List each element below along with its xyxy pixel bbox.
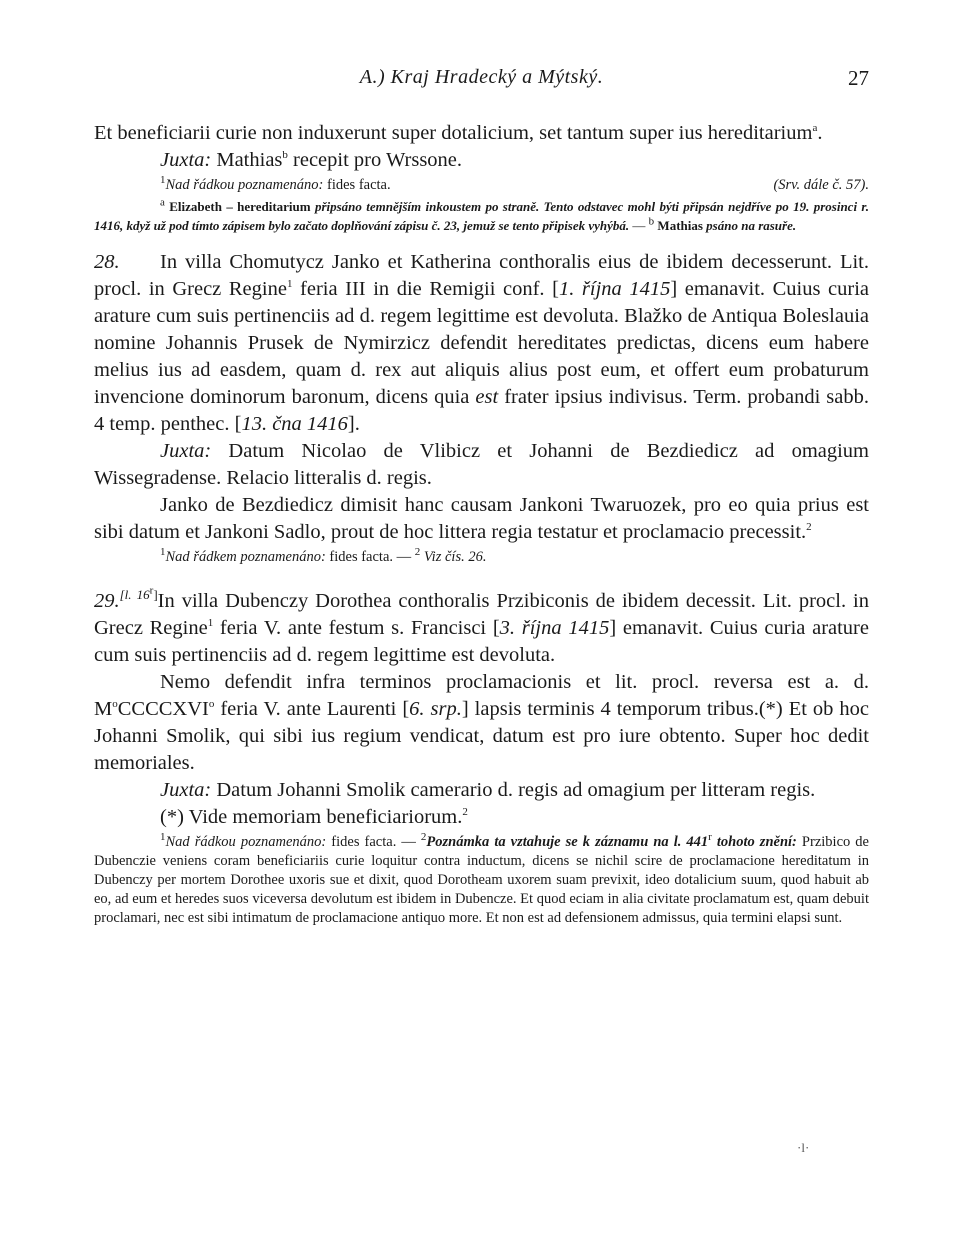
- paragraph: [94, 492, 869, 546]
- date: 3. října 1415: [499, 616, 610, 639]
- note-marker: a: [160, 196, 165, 209]
- note-marker: b: [648, 215, 655, 228]
- text: tohoto znění:: [711, 833, 797, 850]
- text: Mathias: [211, 149, 283, 171]
- text: [l. 16: [119, 587, 150, 602]
- paragraph: [94, 804, 869, 831]
- text: r: [149, 584, 154, 597]
- page-header: [94, 66, 869, 96]
- footnote-label: Nad řádkou poznamenáno:: [165, 177, 324, 193]
- date: 6. srp.: [409, 697, 462, 720]
- entry-number: 29.: [94, 589, 120, 612]
- footnote-label: Nad řádkou poznamenáno:: [165, 833, 327, 850]
- entry-29: [94, 581, 869, 669]
- text: fides facta. —: [326, 833, 421, 850]
- text: ].: [347, 413, 360, 435]
- text: recepit pro Wrssone.: [287, 149, 463, 171]
- footnote-marker: 1: [286, 278, 293, 291]
- juxta-line: [94, 438, 869, 492]
- text: připsáno temnějším inkoustem po straně. Tento odstavec mohl býti připsán nejdříve po 19. prosinci r. 1416, když už pod tímto zápisem bylo začato doplňování zápisu č. 23, jemuž se tento připisek vyhýbá.: [94, 199, 870, 233]
- footnote-marker: 2: [462, 806, 468, 818]
- footnote-marker: 2: [806, 521, 812, 534]
- footnote-marker: 2: [420, 831, 427, 843]
- text: CCCCXVI: [117, 697, 209, 720]
- note-marker: a: [812, 122, 818, 135]
- text: est: [475, 386, 499, 408]
- text: ] emanavit. Cuius curia arature cum suis pertinenciis ad d. regem legittime est devoluta.: [94, 616, 869, 666]
- cross-reference: (Srv. dále č. 57).: [773, 177, 869, 193]
- text: Nemo defendit infra terminos proclamacionis et lit. procl. reversa est a. d. M: [94, 670, 869, 720]
- footnote-marker: 1: [207, 617, 214, 629]
- text: Poznámka ta vztahuje se k záznamu na l. 441: [426, 833, 709, 850]
- text: .: [817, 122, 823, 144]
- text: Et beneficiarii curie non induxerunt super dotalicium, set tantum super ius hereditarium: [94, 122, 813, 144]
- footnote: [94, 548, 869, 567]
- critical-note: [94, 197, 869, 235]
- text: r: [708, 831, 712, 843]
- cross-reference: Viz čís. 26.: [423, 549, 487, 565]
- folio-marker: [119, 584, 158, 602]
- text: ]: [153, 587, 158, 602]
- paragraph: [94, 669, 869, 777]
- footnote-marker: 1: [160, 174, 166, 187]
- page-body: [94, 120, 869, 928]
- text: In villa Dubenczy Dorothea conthoralis Przibiconis de ibidem decessit. Lit. procl. in Grecz Regine: [94, 589, 870, 639]
- juxta-label: Juxta:: [160, 778, 212, 801]
- text: Datum Nicolao de Vlibicz et Johanni de Bezdiedicz ad omagium Wissegradense. Relacio litteralis d. regis.: [94, 440, 869, 489]
- text: ] lapsis terminis 4 temporum tribus.(*) Et ob hoc Johanni Smolik, qui sibi ius regium vendicat, datum est pro iure obtento. Super hoc dedit memoriales.: [94, 697, 870, 774]
- footnote-marker: 1: [160, 831, 166, 843]
- text: In villa Chomutycz Janko et Katherina conthoralis eius de ibidem decesserunt. Lit. procl. in Grecz Regine: [94, 251, 869, 300]
- footnote-marker: 2: [414, 546, 421, 559]
- entry-number: 28.: [94, 251, 120, 273]
- text: feria V. ante Laurenti [: [214, 697, 410, 720]
- text: fides facta. —: [325, 549, 415, 565]
- text: frater ipsius indivisus. Term. probandi sabb. 4 temp. penthec. [: [94, 386, 869, 435]
- footnote: [94, 833, 869, 928]
- footnote: [94, 176, 869, 195]
- text: feria V. ante festum s. Francisci [: [213, 616, 500, 639]
- note-marker: b: [282, 149, 288, 162]
- text: o: [208, 698, 215, 710]
- text: Przibico de Dubenczie veniens coram beneficiariis curie loquitur contra inductum, dicens se nichil scire de proclamacione hereditatum in Dubenczy per mortem Dorothee uxoris sue et dixit, quod Dorotheam uxorem suam previxit, ideo dotalicium suum, quod habuit ab eo, ad eum et heredes suos viceversa devolutum est ibidem in Dubencze. Et quod eciam in alia civitate proclamatum est, quam debuit proclamari, nec est sibi intimatum de proclamacione antiquo more. Et non est ad defensionem admissus, quia termini elapsi sunt.: [94, 833, 869, 926]
- text: psáno na rasuře.: [706, 218, 797, 233]
- text: Janko de Bezdiedicz dimisit hanc causam Jankoni Twaruozek, pro eo quia prius est sibi datum et Jankoni Sadlo, prout de hoc littera regia testatur et proclamacio precessit.: [94, 494, 869, 543]
- running-title: A.) Kraj Hradecký a Mýtský.: [359, 66, 604, 88]
- text: feria III in die Remigii conf. [: [292, 278, 559, 300]
- paragraph-intro: [94, 120, 869, 147]
- text: Mathias: [654, 218, 707, 233]
- juxta-label: Juxta:: [160, 149, 212, 171]
- text: (*) Vide memoriam beneficiariorum.: [160, 805, 463, 828]
- text: o: [112, 698, 118, 710]
- date: 1. října 1415: [558, 278, 671, 300]
- text: Datum Johanni Smolik camerario d. regis ad omagium per litteram regis.: [211, 778, 816, 801]
- date: 13. čna 1416: [241, 413, 348, 435]
- footnote-label: Nad řádkem poznamenáno:: [165, 549, 326, 565]
- text: Elizabeth – hereditarium: [169, 199, 315, 214]
- juxta-label: Juxta:: [160, 440, 212, 462]
- text: ] emanavit. Cuius curia arature cum suis pertinenciis ad d. regem legittime est devoluta. Blažko de Antiqua Boleslauia nomine Johannis Prusek de Nymirzicz defendit hereditates predictas, dicens eum habere melius ius ad easdem, quam d. rex aut aliquis alius post eum, et offert eum probaturum invencione dominorum baronum, dicens quia: [94, 278, 870, 408]
- text: —: [629, 218, 649, 233]
- juxta-line: [94, 147, 869, 174]
- entry-28: [94, 249, 869, 438]
- text: fides facta.: [323, 177, 391, 193]
- footnote-marker: 1: [160, 546, 166, 559]
- page-number: 27: [848, 66, 869, 90]
- juxta-line: [94, 777, 869, 804]
- corner-mark: ·l·: [797, 1140, 810, 1155]
